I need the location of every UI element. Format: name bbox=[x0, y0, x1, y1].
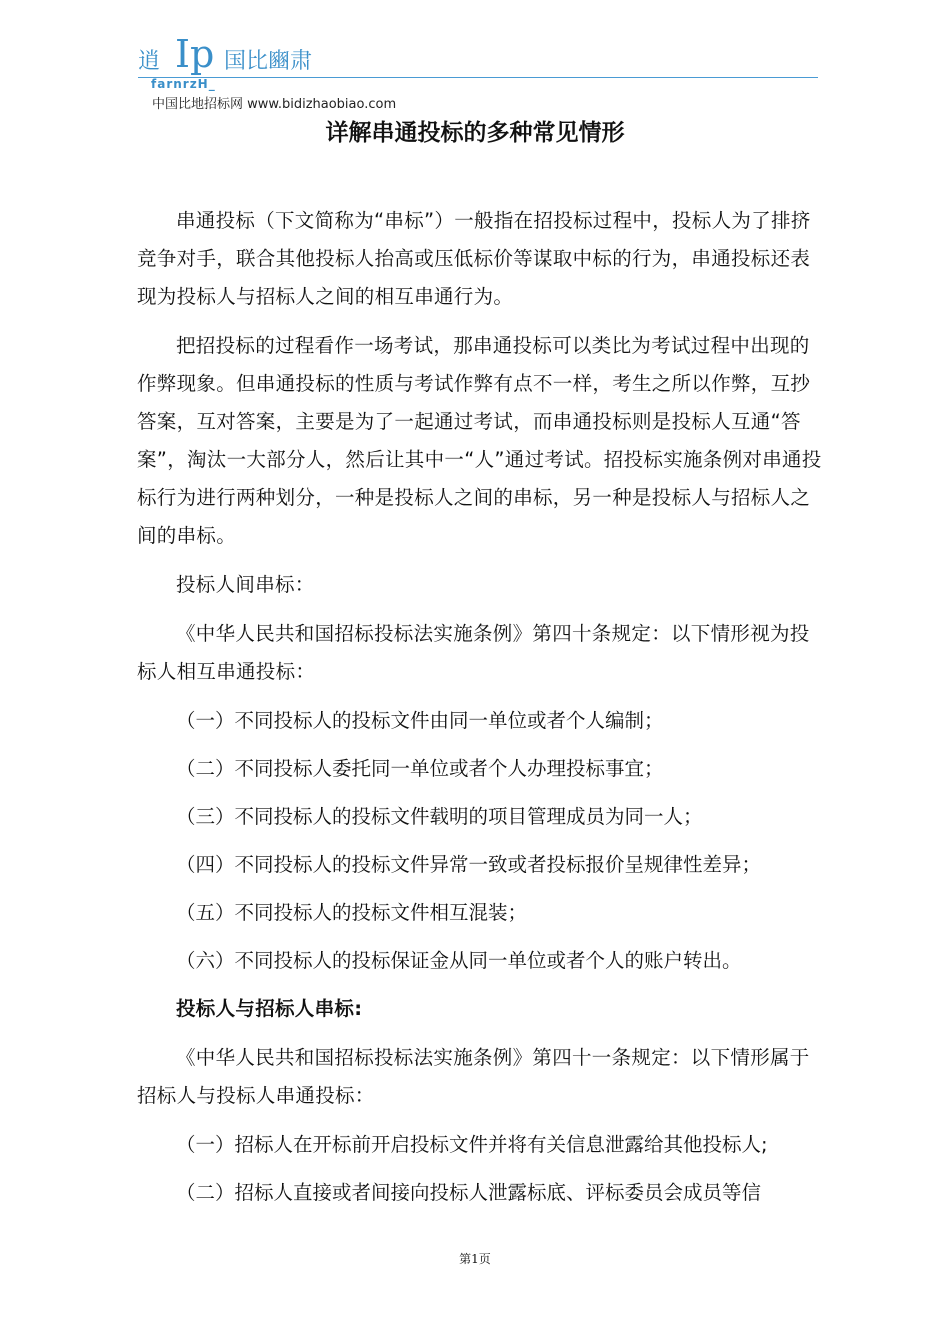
document-body bbox=[137, 202, 822, 1222]
site-url-line: 中国比地招标网 www.bidizhaobiao.com bbox=[152, 97, 397, 112]
page-header bbox=[138, 30, 818, 112]
section-heading-tenderer: 投标人与招标人串标: bbox=[176, 997, 363, 1020]
list-item: （五）不同投标人的投标文件相互混装； bbox=[176, 901, 528, 924]
list-item: （二）招标人直接或者间接向投标人泄露标底、评标委员会成员等信 bbox=[176, 1181, 762, 1204]
paragraph-analogy: 把招投标的过程看作一场考试，那串通投标可以类比为考试过程中出现的作弊现象。但串通投标的性质与考试作弊有点不一样，考生之所以作弊，互抄答案，互对答案，主要是为了一起通过考试，而串通投标则是投标人互通“答案”，淘汰一大部分人，然后让其中一“人”通过考试。招投标实施条例对串通投标行为进行两种划分，一种是投标人之间的串标，另一种是投标人与招标人之间的串标。 bbox=[137, 334, 822, 547]
list-item: （一）不同投标人的投标文件由同一单位或者个人编制； bbox=[176, 709, 664, 732]
list-item: （二）不同投标人委托同一单位或者个人办理投标事宜； bbox=[176, 757, 664, 780]
logo-subtext: farnrzH_ bbox=[151, 77, 216, 91]
logo-left-text: 逍 bbox=[138, 49, 161, 74]
paragraph-intro: 串通投标（下文简称为“串标”）一般指在招投标过程中，投标人为了排挤竞争对手，联合其他投标人抬高或压低标价等谋取中标的行为，串通投标还表现为投标人与招标人之间的相互串通行为。 bbox=[137, 209, 811, 308]
list-item: （六）不同投标人的投标保证金从同一单位或者个人的账户转出。 bbox=[176, 949, 742, 972]
logo-right-text: 国比豳肃 bbox=[224, 49, 313, 74]
section-heading-bidders: 投标人间串标： bbox=[176, 573, 315, 596]
logo bbox=[138, 30, 818, 78]
list-item: （一）招标人在开标前开启投标文件并将有关信息泄露给其他投标人; bbox=[176, 1133, 768, 1156]
paragraph-article-40: 《中华人民共和国招标投标法实施条例》第四十条规定：以下情形视为投标人相互串通投标： bbox=[137, 622, 810, 683]
list-item: （四）不同投标人的投标文件异常一致或者投标报价呈规律性差异； bbox=[176, 853, 762, 876]
page-number: 第1页 bbox=[459, 1252, 491, 1266]
header-divider bbox=[138, 77, 818, 78]
list-item: （三）不同投标人的投标文件载明的项目管理成员为同一人； bbox=[176, 805, 703, 828]
paragraph-article-41: 《中华人民共和国招标投标法实施条例》第四十一条规定：以下情形属于招标人与投标人串通投标： bbox=[137, 1046, 810, 1107]
document-title: 详解串通投标的多种常见情形 bbox=[325, 120, 625, 146]
logo-mid-text: Ip bbox=[175, 32, 215, 76]
